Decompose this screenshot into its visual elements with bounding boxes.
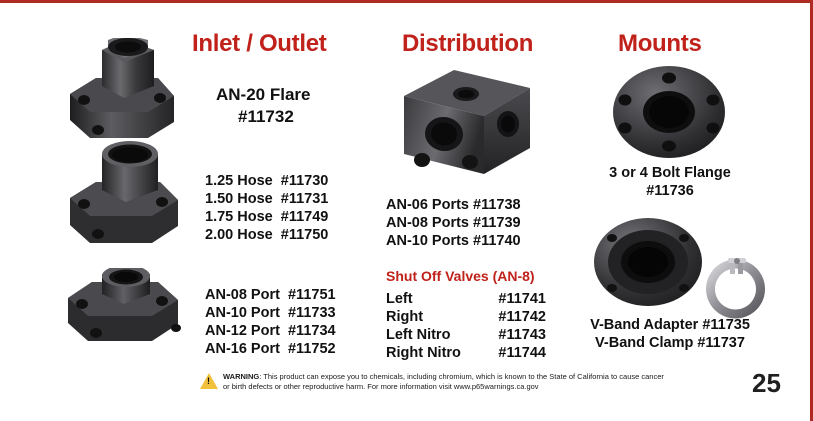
- valve-row-left: [386, 290, 546, 308]
- port-line-1: AN-08 Port #11751: [205, 287, 336, 303]
- valve-part-left-nitro: #11743: [498, 327, 546, 343]
- distribution-port-list: [386, 196, 521, 250]
- port-line-4: AN-16 Port #11752: [205, 341, 336, 357]
- valve-part-right-nitro: #11744: [498, 345, 546, 361]
- shut-off-valves-list: [386, 290, 546, 362]
- hose-line-4: 2.00 Hose #11750: [205, 227, 329, 243]
- prop65-warning: [200, 372, 670, 392]
- flange-line-1: 3 or 4 Bolt Flange: [609, 165, 731, 181]
- warning-text-block: [223, 372, 670, 392]
- valve-label-left-nitro: Left Nitro: [386, 327, 451, 343]
- port-adapter-list: [205, 286, 336, 358]
- valve-row-left-nitro: [386, 326, 546, 344]
- warning-body: : This product can expose you to chemicals, including chromium, which is known to the State of California to cause cancer or birth defects or other reproductive harm. For more information visit www.p65warnings.ca.gov: [223, 372, 664, 391]
- port-line-2: AN-10 Port #11733: [205, 305, 336, 321]
- vband-line-2: V-Band Clamp #11737: [595, 335, 745, 351]
- port-line-3: AN-12 Port #11734: [205, 323, 336, 339]
- v-band-text: [580, 316, 760, 352]
- column-title-inlet-outlet: Inlet / Outlet: [192, 30, 327, 57]
- port-adapter-image: [58, 268, 188, 354]
- dist-line-2: AN-08 Ports #11739: [386, 215, 521, 231]
- an20-flare-line-2: #11732: [238, 107, 294, 126]
- vband-line-1: V-Band Adapter #11735: [590, 317, 750, 333]
- hose-adapter-image: [62, 140, 187, 250]
- valve-label-right-nitro: Right Nitro: [386, 345, 461, 361]
- flange-line-2: #11736: [646, 183, 694, 199]
- top-rule: [0, 0, 813, 3]
- bolt-flange-text: [600, 164, 740, 200]
- valve-row-right-nitro: [386, 344, 546, 362]
- hose-line-2: 1.50 Hose #11731: [205, 191, 329, 207]
- an20-flare-line-1: AN-20 Flare: [216, 85, 311, 104]
- an20-flare-text: [216, 84, 310, 128]
- hose-adapter-list: [205, 172, 328, 244]
- valve-part-left: #11741: [498, 291, 546, 307]
- bolt-flange-image: [608, 62, 730, 162]
- valve-row-right: [386, 308, 546, 326]
- hose-line-3: 1.75 Hose #11749: [205, 209, 329, 225]
- distribution-block-image: [392, 62, 540, 184]
- column-title-distribution: Distribution: [402, 30, 534, 57]
- dist-line-3: AN-10 Ports #11740: [386, 233, 521, 249]
- column-title-mounts: Mounts: [618, 30, 702, 57]
- hose-line-1: 1.25 Hose #11730: [205, 173, 329, 189]
- v-band-clamp-image: [704, 258, 768, 322]
- v-band-adapter-image: [588, 212, 716, 312]
- warning-label: WARNING: [223, 372, 260, 381]
- page-number: 25: [752, 368, 781, 398]
- an20-flare-image: [62, 38, 182, 143]
- shut-off-valves-heading: Shut Off Valves (AN-8): [386, 268, 535, 284]
- valve-part-right: #11742: [498, 309, 546, 325]
- dist-line-1: AN-06 Ports #11738: [386, 197, 521, 213]
- valve-label-left: Left: [386, 291, 413, 307]
- valve-label-right: Right: [386, 309, 424, 325]
- warning-triangle-icon: [200, 373, 218, 389]
